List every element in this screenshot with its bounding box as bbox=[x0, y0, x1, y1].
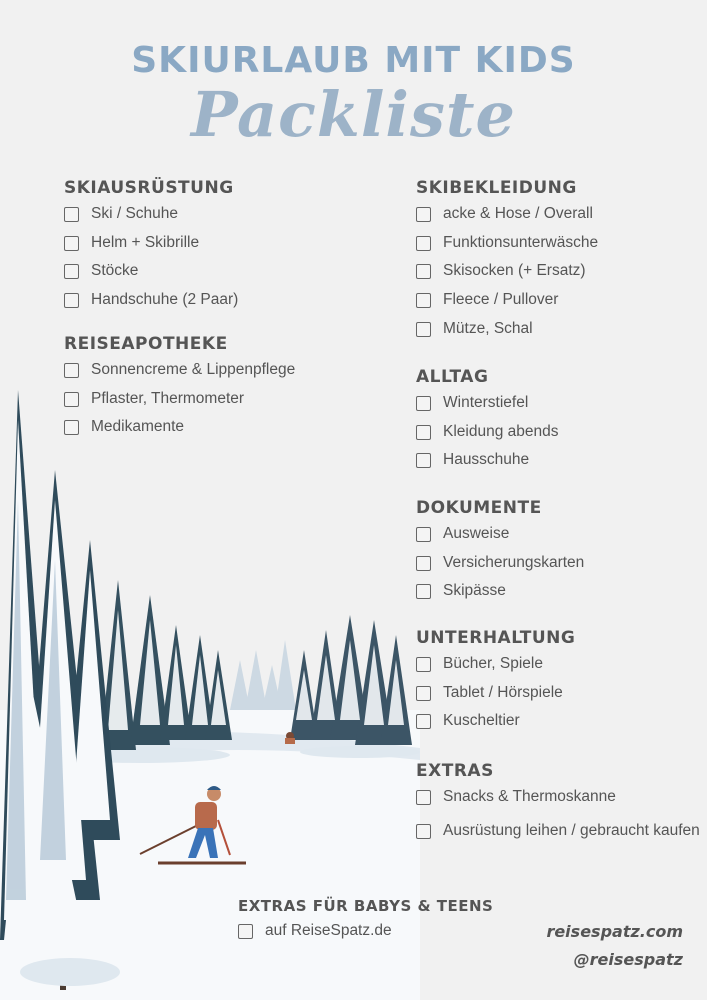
section-heading: ALLTAG bbox=[416, 367, 489, 387]
checklist-item[interactable]: Medikamente bbox=[64, 418, 384, 447]
checkbox[interactable] bbox=[416, 207, 431, 222]
section-alltag bbox=[416, 367, 696, 480]
checklist-item[interactable]: Helm + Skibrille bbox=[64, 234, 384, 263]
checkbox[interactable] bbox=[64, 363, 79, 378]
checkbox[interactable] bbox=[416, 824, 431, 839]
checkbox[interactable] bbox=[416, 236, 431, 251]
checklist-item[interactable]: Kuscheltier bbox=[416, 712, 696, 741]
section-heading: EXTRAS FÜR BABYS & TEENS bbox=[238, 897, 494, 915]
section-unterhaltung bbox=[416, 628, 696, 741]
checklist-item[interactable]: Ausweise bbox=[416, 525, 696, 554]
checklist-item[interactable]: Fleece / Pullover bbox=[416, 291, 696, 320]
section-heading: UNTERHALTUNG bbox=[416, 628, 576, 648]
checklist-item[interactable]: acke & Hose / Overall bbox=[416, 205, 696, 234]
checkbox[interactable] bbox=[416, 527, 431, 542]
checkbox[interactable] bbox=[416, 584, 431, 599]
checkbox[interactable] bbox=[416, 686, 431, 701]
section-heading: SKIBEKLEIDUNG bbox=[416, 178, 577, 198]
checklist-item[interactable]: Kleidung abends bbox=[416, 423, 696, 452]
section-reiseapotheke bbox=[64, 334, 384, 447]
section-babys-teens bbox=[238, 897, 518, 951]
checkbox[interactable] bbox=[416, 556, 431, 571]
checklist-item[interactable]: Handschuhe (2 Paar) bbox=[64, 291, 384, 320]
checkbox[interactable] bbox=[416, 453, 431, 468]
main-title: SKIURLAUB MIT KIDS bbox=[131, 40, 576, 81]
checkbox[interactable] bbox=[64, 207, 79, 222]
checkbox[interactable] bbox=[416, 790, 431, 805]
checklist-item[interactable]: Snacks & Thermoskanne bbox=[416, 788, 701, 817]
section-dokumente bbox=[416, 498, 696, 611]
checkbox[interactable] bbox=[416, 425, 431, 440]
checkbox[interactable] bbox=[64, 236, 79, 251]
checklist-item[interactable]: Pflaster, Thermometer bbox=[64, 390, 384, 419]
section-heading: SKIAUSRÜSTUNG bbox=[64, 178, 234, 198]
checkbox[interactable] bbox=[64, 264, 79, 279]
script-subtitle: Packliste bbox=[191, 78, 516, 151]
checklist-item[interactable]: auf ReiseSpatz.de bbox=[238, 922, 518, 951]
checkbox[interactable] bbox=[416, 264, 431, 279]
section-extras bbox=[416, 761, 701, 845]
website-link[interactable]: reisespatz.com bbox=[546, 922, 683, 941]
checkbox[interactable] bbox=[64, 392, 79, 407]
checklist-item[interactable]: Skipässe bbox=[416, 582, 696, 611]
checklist-item[interactable]: Versicherungskarten bbox=[416, 554, 696, 583]
checklist-item[interactable]: Mütze, Schal bbox=[416, 320, 696, 349]
checklist-item[interactable]: Ski / Schuhe bbox=[64, 205, 384, 234]
checklist-item[interactable]: Ausrüstung leihen / gebraucht kaufen bbox=[416, 817, 701, 846]
checkbox[interactable] bbox=[416, 322, 431, 337]
checklist-item[interactable]: Stöcke bbox=[64, 262, 384, 291]
checkbox[interactable] bbox=[64, 293, 79, 308]
section-skiausruestung bbox=[64, 178, 384, 320]
checkbox[interactable] bbox=[416, 396, 431, 411]
section-heading: REISEAPOTHEKE bbox=[64, 334, 228, 354]
checkbox[interactable] bbox=[416, 714, 431, 729]
checklist-item[interactable]: Funktionsunterwäsche bbox=[416, 234, 696, 263]
social-handle[interactable]: @reisespatz bbox=[573, 950, 683, 969]
checkbox[interactable] bbox=[64, 420, 79, 435]
checklist-item[interactable]: Sonnencreme & Lippenpflege bbox=[64, 361, 384, 390]
checkbox[interactable] bbox=[416, 657, 431, 672]
section-heading: EXTRAS bbox=[416, 761, 494, 781]
checklist-item[interactable]: Tablet / Hörspiele bbox=[416, 684, 696, 713]
checklist-item[interactable]: Skisocken (+ Ersatz) bbox=[416, 262, 696, 291]
credits bbox=[546, 918, 683, 974]
checklist-item[interactable]: Bücher, Spiele bbox=[416, 655, 696, 684]
checkbox[interactable] bbox=[416, 293, 431, 308]
checklist-item[interactable]: Winterstiefel bbox=[416, 394, 696, 423]
section-heading: DOKUMENTE bbox=[416, 498, 542, 518]
checklist-item[interactable]: Hausschuhe bbox=[416, 451, 696, 480]
checkbox[interactable] bbox=[238, 924, 253, 939]
section-skibekleidung bbox=[416, 178, 696, 348]
